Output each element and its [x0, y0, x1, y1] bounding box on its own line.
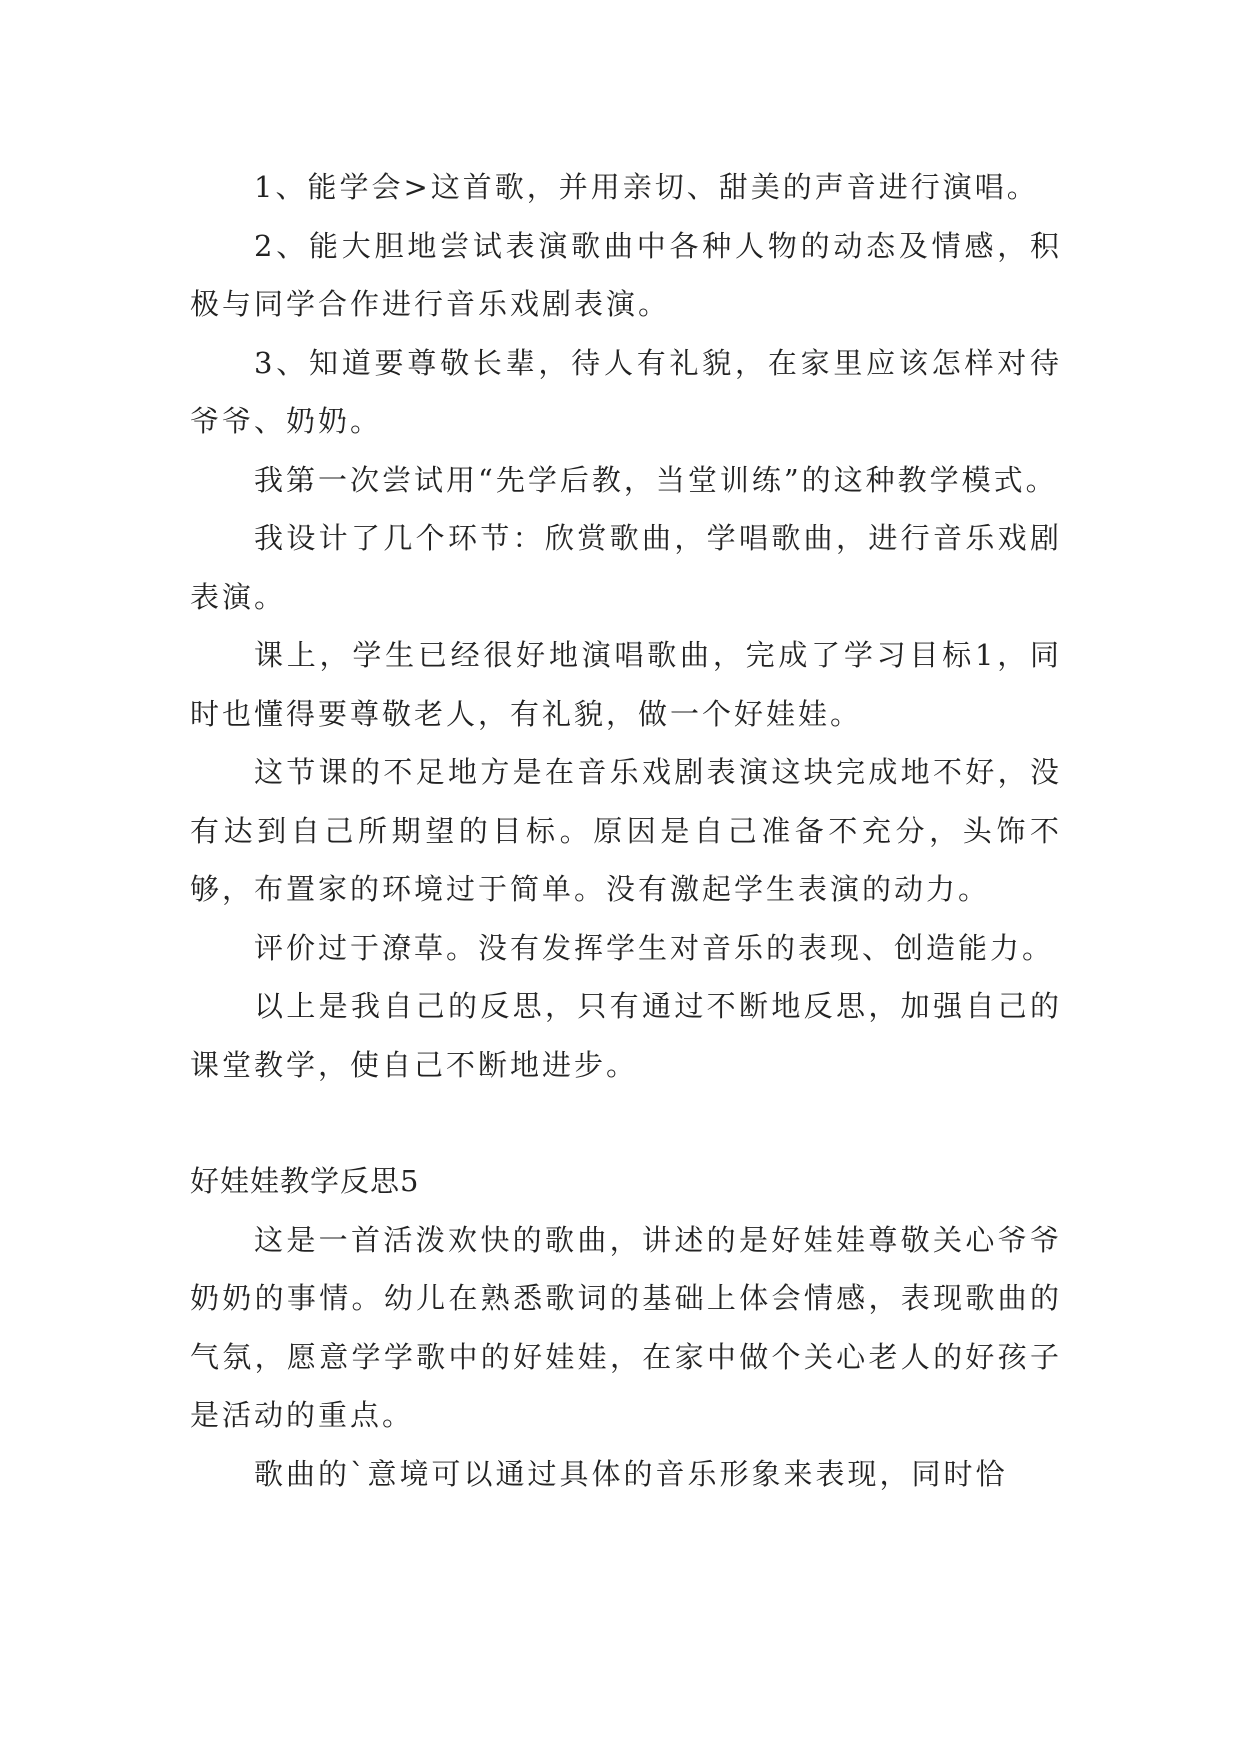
section-heading: 好娃娃教学反思5	[190, 1164, 420, 1198]
paragraph-goal-1: 1、能学会>这首歌，并用亲切、甜美的声音进行演唱。	[254, 170, 1039, 204]
paragraph-shortcoming: 这节课的不足地方是在音乐戏剧表演这块完成地不好，没有达到自己所期望的目标。原因是自己准备不充分，头饰不够，布置家的环境过于简单。没有激起学生表演的动力。	[190, 755, 1062, 906]
paragraph-teaching-mode: 我第一次尝试用“先学后教，当堂训练”的这种教学模式。	[254, 462, 1058, 497]
section-spacer	[190, 1094, 1062, 1152]
paragraph-song-intro: 这是一首活泼欢快的歌曲，讲述的是好娃娃尊敬关心爷爷奶奶的事情。幼儿在熟悉歌词的基础上体会情感，表现歌曲的气氛，愿意学学歌中的好娃娃，在家中做个关心老人的好孩子是活动的重点。	[190, 1222, 1062, 1432]
paragraph-conclusion: 以上是我自己的反思，只有通过不断地反思，加强自己的课堂教学，使自己不断地进步。	[190, 989, 1062, 1082]
document-body	[190, 158, 1062, 1503]
paragraph-design: 我设计了几个环节：欣赏歌曲，学唱歌曲，进行音乐戏剧表演。	[190, 521, 1062, 614]
paragraph-evaluation: 评价过于潦草。没有发挥学生对音乐的表现、创造能力。	[254, 930, 1055, 965]
paragraph-goal-3: 3、知道要尊敬长辈，待人有礼貌，在家里应该怎样对待爷爷、奶奶。	[190, 345, 1062, 438]
paragraph-class-result: 课上，学生已经很好地演唱歌曲，完成了学习目标1，同时也懂得要尊敬老人，有礼貌，做一个好娃娃。	[190, 638, 1062, 731]
paragraph-goal-2: 2、能大胆地尝试表演歌曲中各种人物的动态及情感，积极与同学合作进行音乐戏剧表演。	[190, 228, 1062, 321]
paragraph-song-mood: 歌曲的`意境可以通过具体的音乐形象来表现，同时恰	[254, 1456, 1008, 1491]
